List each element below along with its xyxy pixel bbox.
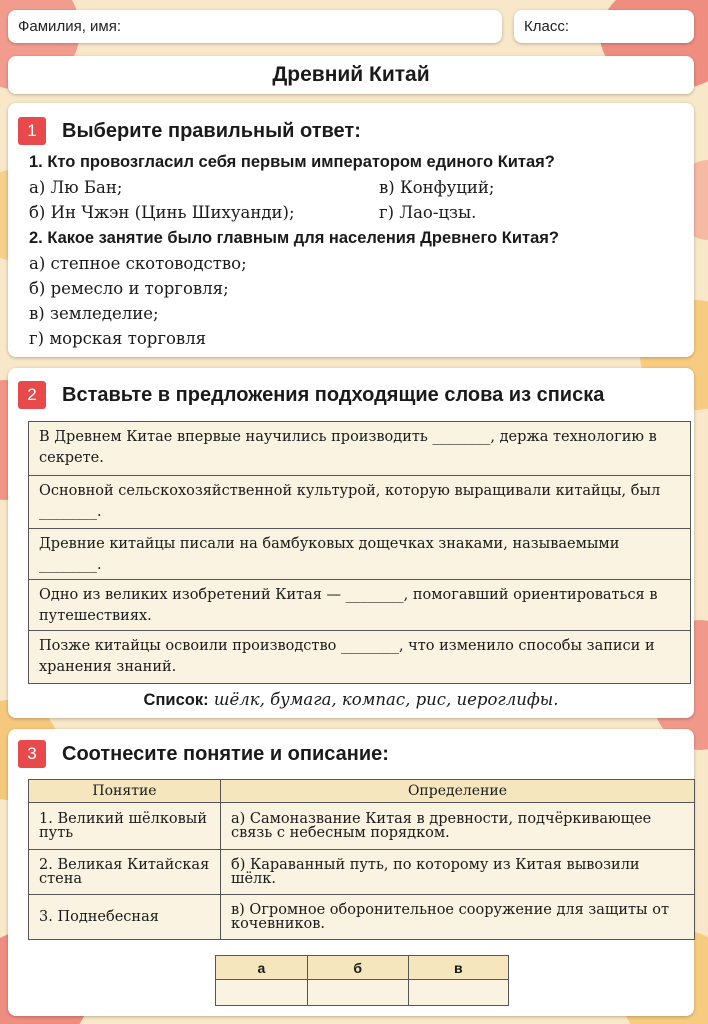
task-3-heading bbox=[18, 740, 389, 768]
q2-option-g[interactable]: г) морская торговля bbox=[29, 329, 207, 348]
answer-header-v: в bbox=[408, 956, 508, 980]
task-2-heading bbox=[18, 381, 604, 409]
definition-cell: в) Огромное оборонительное сооружение для защиты от кочевников. bbox=[221, 895, 695, 940]
column-header-definition: Определение bbox=[221, 780, 695, 803]
concept-cell: 2. Великая Китайская стена bbox=[29, 850, 221, 895]
class-field[interactable] bbox=[514, 10, 694, 43]
concept-cell: 1. Великий шёлковый путь bbox=[29, 803, 221, 850]
answer-header-a: а bbox=[216, 956, 308, 980]
task-3-card bbox=[8, 729, 694, 1016]
answer-cell-v[interactable] bbox=[408, 980, 508, 1006]
sentence-row[interactable]: Древние китайцы писали на бамбуковых дощечках знаками, называемыми ________. bbox=[29, 529, 690, 580]
name-field[interactable] bbox=[8, 10, 502, 43]
word-list-label: Список: bbox=[143, 691, 209, 709]
q1-option-b[interactable]: б) Ин Чжэн (Цинь Шихуанди); bbox=[29, 203, 295, 222]
q2-option-b[interactable]: б) ремесло и торговля; bbox=[29, 279, 229, 298]
task-3-title: Соотнесите понятие и описание: bbox=[62, 742, 389, 765]
task-2-card bbox=[8, 368, 694, 718]
concept-cell: 3. Поднебесная bbox=[29, 895, 221, 940]
definition-cell: а) Самоназвание Китая в древности, подчёркивающее связь с небесным порядком. bbox=[221, 803, 695, 850]
sentence-row[interactable]: Позже китайцы освоили производство ________, что изменило способы записи и хранения знаний. bbox=[39, 638, 655, 675]
sentence-row[interactable]: В Древнем Китае впервые научились производить ________, держа технологию в секрете. bbox=[29, 422, 690, 476]
q1-option-v[interactable]: в) Конфуций; bbox=[379, 178, 495, 197]
task-1-card bbox=[8, 103, 694, 357]
answer-table bbox=[215, 955, 509, 1006]
table-row bbox=[29, 895, 695, 940]
column-header-concept: Понятие bbox=[29, 780, 221, 803]
table-row bbox=[29, 803, 695, 850]
answer-cell-b[interactable] bbox=[307, 980, 408, 1006]
sentence-row[interactable]: Основной сельскохозяйственной культурой, которую выращивали китайцы, был ________. bbox=[29, 476, 690, 529]
task-2-title: Вставьте в предложения подходящие слова из списка bbox=[62, 383, 605, 406]
page-title: Древний Китай bbox=[8, 56, 694, 94]
word-list bbox=[8, 690, 694, 710]
q1-option-g[interactable]: г) Лао-цзы. bbox=[379, 203, 477, 222]
answer-header-b: б bbox=[307, 956, 408, 980]
definition-cell: б) Караванный путь, по которому из Китая вывозили шёлк. bbox=[221, 850, 695, 895]
q2-option-a[interactable]: а) степное скотоводство; bbox=[29, 254, 247, 273]
task-1-number: 1 bbox=[18, 117, 46, 145]
task-2-number: 2 bbox=[18, 381, 46, 409]
task-1-title: Выберите правильный ответ: bbox=[62, 119, 361, 142]
question-2: 2. Какое занятие было главным для населения Древнего Китая? bbox=[29, 229, 559, 247]
q1-option-a[interactable]: а) Лю Бан; bbox=[29, 178, 123, 197]
matching-table bbox=[28, 779, 695, 940]
class-label: Класс: bbox=[524, 18, 569, 35]
task-1-heading bbox=[18, 117, 361, 145]
answer-cell-a[interactable] bbox=[216, 980, 308, 1006]
table-row bbox=[29, 850, 695, 895]
name-label: Фамилия, имя: bbox=[18, 18, 122, 35]
question-1: 1. Кто провозгласил себя первым императором единого Китая? bbox=[29, 153, 555, 171]
word-list-items: шёлк, бумага, компас, рис, иероглифы. bbox=[213, 690, 559, 709]
task-3-number: 3 bbox=[18, 740, 46, 768]
sentence-row[interactable]: Одно из великих изобретений Китая — ________, помогавший ориентироваться в путешествиях. bbox=[29, 580, 690, 631]
fill-in-table bbox=[28, 421, 691, 684]
q2-option-v[interactable]: в) земледелие; bbox=[29, 304, 159, 323]
